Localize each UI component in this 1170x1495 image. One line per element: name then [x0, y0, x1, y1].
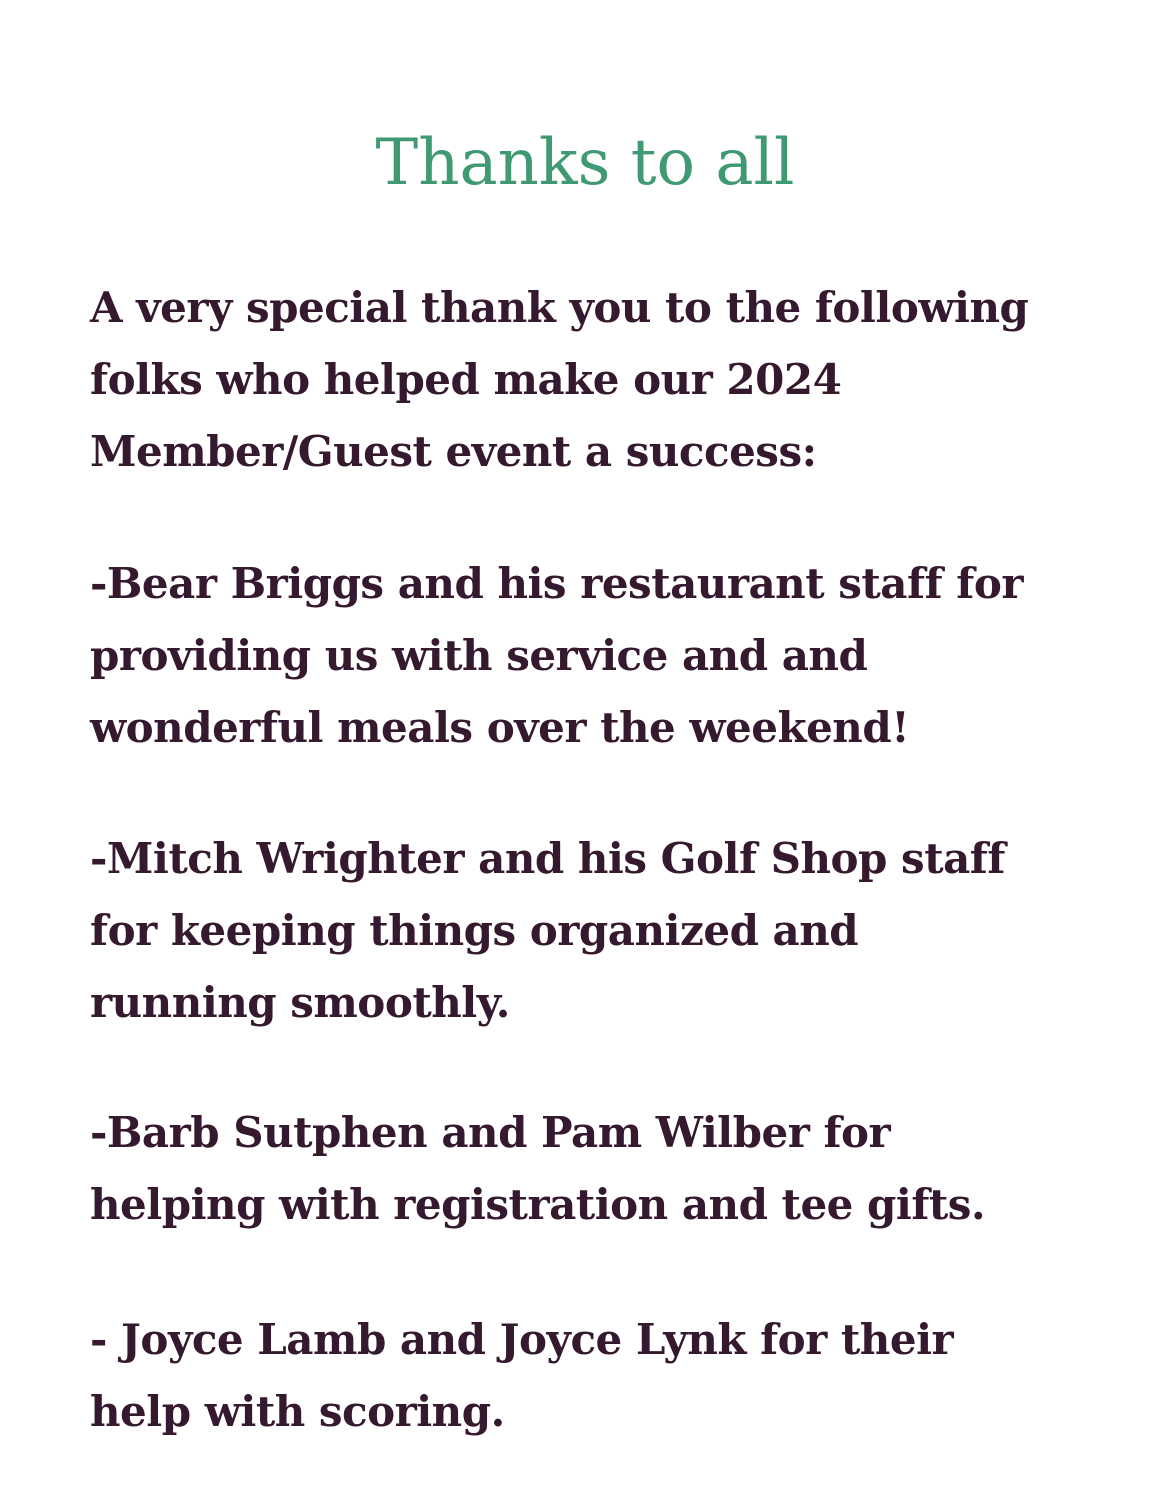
- page-title: Thanks to all: [375, 126, 795, 200]
- thanks-item-line: providing us with service and and: [90, 631, 868, 680]
- intro-paragraph: [90, 272, 1090, 488]
- thanks-item-golf-shop-staff: [90, 823, 1090, 1039]
- thanks-item-line: wonderful meals over the weekend!: [90, 703, 910, 752]
- thanks-item-line: - Joyce Lamb and Joyce Lynk for their: [90, 1315, 954, 1364]
- thanks-item-line: -Barb Sutphen and Pam Wilber for: [90, 1108, 891, 1157]
- thanks-item-line: helping with registration and tee gifts.: [90, 1180, 986, 1229]
- thanks-item-restaurant-staff: [90, 548, 1090, 764]
- thanks-item-line: running smoothly.: [90, 978, 510, 1027]
- thanks-item-line: -Bear Briggs and his restaurant staff for: [90, 559, 1023, 608]
- intro-line: A very special thank you to the following: [90, 283, 1029, 332]
- intro-line: folks who helped make our 2024: [90, 355, 842, 404]
- thanks-item-line: help with scoring.: [90, 1387, 505, 1436]
- thanks-item-line: for keeping things organized and: [90, 906, 859, 955]
- thanks-item-scoring-helpers: [90, 1304, 1090, 1448]
- intro-line: Member/Guest event a success:: [90, 427, 817, 476]
- thanks-item-line: -Mitch Wrighter and his Golf Shop staff: [90, 834, 1005, 883]
- thanks-item-registration-helpers: [90, 1097, 1090, 1241]
